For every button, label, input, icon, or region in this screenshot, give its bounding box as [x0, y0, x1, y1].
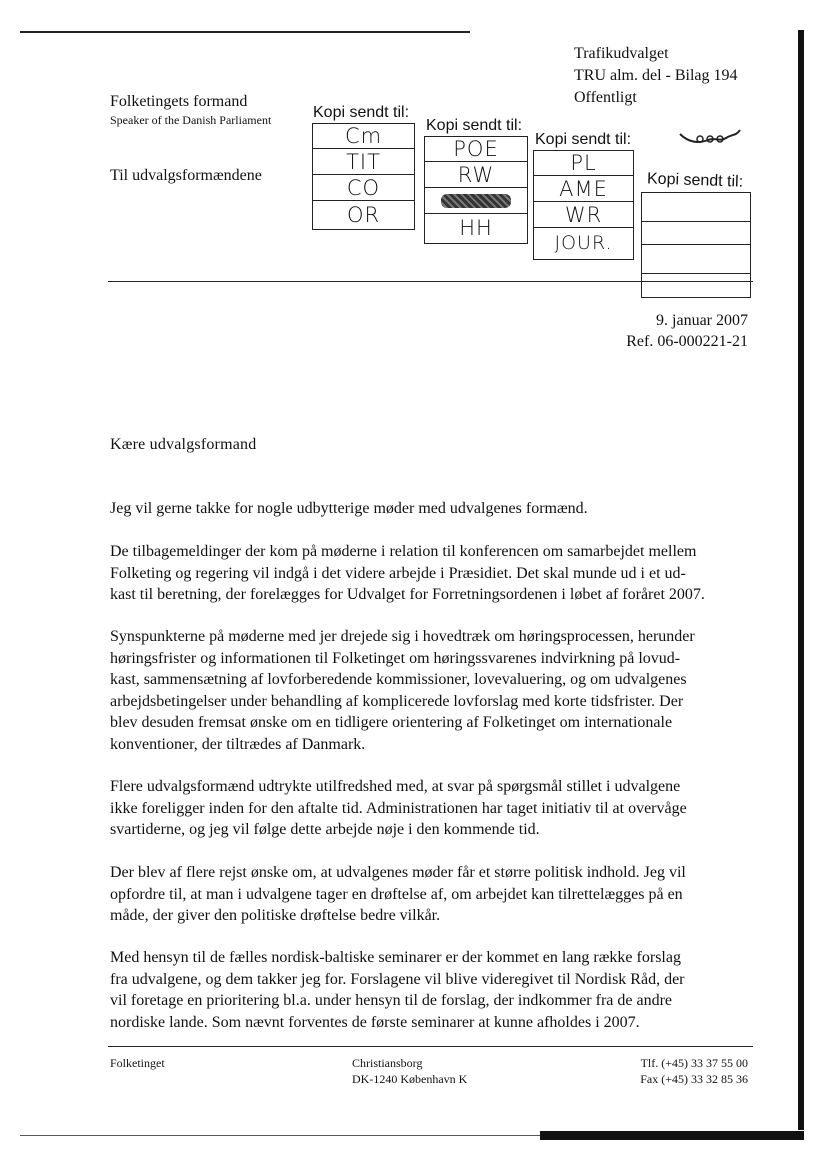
handwritten-initials	[678, 128, 742, 155]
sender-subtitle: Speaker of the Danish Parliament	[110, 113, 272, 127]
paragraph-2: De tilbagemeldinger der kom på møderne i relation til konferencen om samarbejdet mellem Folketing og regering vil indgå i det videre arbejde i Præsidiet. Det skal munde ud i et ud- kast til beretning, der forelægges for Udvalget for Forretningsordenen i løbet af foråret 2007.	[110, 543, 705, 603]
copy-stamp-label: Kopi sendt til:	[535, 131, 632, 148]
stamp-entry	[642, 193, 750, 222]
top-rule	[20, 31, 470, 33]
right-scan-edge	[798, 30, 804, 1130]
stamp-entry	[642, 274, 750, 296]
copy-stamp	[533, 150, 634, 260]
stamp-entry: RW	[425, 163, 527, 188]
stamp-entry	[642, 245, 750, 274]
footer-rule	[108, 1046, 753, 1047]
stamp-entry: Cm	[313, 124, 414, 149]
sender-title: Folketingets formand	[110, 93, 248, 110]
stamp-entry: HH	[459, 216, 493, 240]
copy-stamp-empty	[641, 192, 751, 298]
stamp-entry	[642, 222, 750, 245]
document-reference: TRU alm. del - Bilag 194	[574, 67, 738, 84]
stamp-entry: PL	[534, 151, 633, 176]
stamp-entry-redacted	[425, 189, 527, 214]
paragraph-6: Med hensyn til de fælles nordisk-baltiske seminarer er der kommet en lang række forslag fra udvalgene, og dem takker jeg for. Forslagene vil blive videregivet til Nordisk Råd, der vil foretage en prioritering bl.a. under hensyn til de forslag, der indkommer fra de andre nordiske lande. Som nævnt forventes de første seminarer at kunne afholdes i 2007.	[110, 949, 685, 1031]
bottom-scan-line	[20, 1135, 540, 1136]
stamp-entry: AME	[534, 177, 633, 202]
header-rule	[108, 281, 753, 282]
stamp-entry: WR	[534, 203, 633, 228]
copy-stamp-label: Kopi sendt til:	[426, 117, 523, 134]
footer-address-line: DK-1240 København K	[352, 1072, 468, 1086]
access-status: Offentligt	[574, 89, 637, 106]
stamp-entry: CO	[313, 176, 414, 201]
bottom-scan-edge	[540, 1131, 804, 1140]
footer-org: Folketinget	[110, 1056, 165, 1070]
footer-fax: Fax (+45) 33 32 85 36	[640, 1072, 748, 1086]
copy-stamp-label: Kopi sendt til:	[313, 104, 410, 121]
letter-date: 9. januar 2007	[656, 312, 748, 329]
stamp-entry: POE	[425, 137, 527, 162]
copy-stamp	[312, 123, 415, 230]
committee-name: Trafikudvalget	[574, 45, 669, 62]
paragraph-5: Der blev af flere rejst ønske om, at udvalgenes møder får et større politisk indhold. Jeg vil opfordre til, at man i udvalgene tager en drøftelse af, om arbejdet kan tilrettelægges på en måde, der giver den politiske drøftelse bedre vilkår.	[110, 864, 686, 924]
copy-stamp-label: Kopi sendt til:	[646, 170, 744, 191]
footer-address	[352, 1055, 467, 1087]
paragraph-1: Jeg vil gerne takke for nogle udbytterige møder med udvalgenes formænd.	[110, 500, 588, 517]
footer-phone: Tlf. (+45) 33 37 55 00	[640, 1056, 748, 1070]
dateline	[560, 310, 748, 352]
stamp-entry: JOUR.	[554, 232, 613, 254]
stamp-entry: OR	[346, 203, 381, 227]
copy-stamp	[424, 136, 528, 244]
document-classification	[574, 43, 738, 109]
footer-contact	[600, 1055, 748, 1087]
letter-reference: Ref. 06-000221-21	[626, 333, 748, 350]
footer-address-line: Christiansborg	[352, 1056, 423, 1070]
paragraph-3: Synspunkterne på møderne med jer drejede sig i hovedtræk om høringsprocessen, herunder høringsfrister og informationen til Folketinget om høringssvarenes indvirkning på lovud- kast, sammensætning af lovforberedende kommissioner, lovevaluering, og om udvalgenes arbejdsbetingelser under behandling af komplicerede lovforslag med korte tidsfrister. Der blev desuden fremsat ønske om en tidligere orientering af Folketinget om internationale konventioner, der tiltrædes af Danmark.	[110, 628, 695, 753]
salutation: Kære udvalgsformand	[110, 436, 257, 453]
paragraph-4: Flere udvalgsformænd udtrykte utilfredshed med, at svar på spørgsmål stillet i udvalgene ikke foreligger inden for den aftalte tid. Administrationen har taget initiativ til at overvåge svartiderne, og jeg vil følge dette arbejde nøje i den kommende tid.	[110, 778, 687, 838]
recipients-line: Til udvalgsformændene	[110, 167, 262, 184]
stamp-entry: TIT	[313, 150, 414, 175]
redaction-blot	[441, 194, 511, 208]
